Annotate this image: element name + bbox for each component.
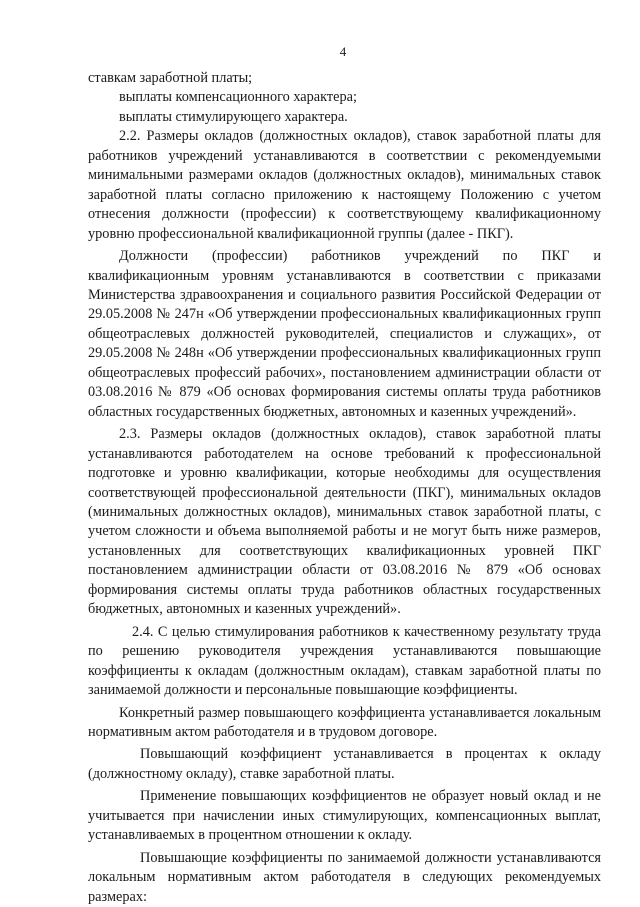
paragraph-2-2: 2.2. Размеры окладов (должностных окладов), ставок заработной платы для работников учреждений устанавливаются в соответствии с рекомендуемыми минимальными размерами окладов (должностных окладов), минимальных ставок заработной платы согласно приложению к настоящему Положению с учетом отнесения должности (профессии) к соответствующему квалификационному уровню профессиональной квалификационной группы (далее - ПКГ). [88, 128, 601, 242]
paragraph-2-4: 2.4. С целью стимулирования работников к качественному результату труда по решению руководителя учреждения устанавливаются повышающие коэффициенты к окладам (должностным окладам), ставкам заработной платы по занимаемой должности и персональные повышающие коэффициенты. [88, 623, 601, 699]
paragraph-2-3: 2.3. Размеры окладов (должностных окладов), ставок заработной платы устанавливаются работодателем на основе требований к профессиональной подготовке и уровню квалификации, которые необходимы для осуществления соответствующей профессиональной деятельности (ПКГ), минимальных окладов (минимальных должностных окладов), минимальных ставок заработной платы, с учетом сложности и объема выполняемой работы и не могут быть ниже размеров, установленных для соответствующих квалификационных уровней ПКГ постановлением администрации области от 03.08.2016 № 879 «Об основах формирования системы оплаты труда работников областных государственных бюджетных, автономных и казенных учреждений». [88, 426, 601, 618]
paragraph-recommended-sizes: Повышающие коэффициенты по занимаемой должности устанавливаются локальным нормативным актом работодателя в следующих рекомендуемых размерах: [88, 849, 601, 905]
paragraph-wage-rates: ставкам заработной платы; [88, 70, 253, 86]
paragraph-specific-coefficient: Конкретный размер повышающего коэффициента устанавливается локальным нормативным актом работодателя и в трудовом договоре. [88, 704, 601, 740]
paragraph-incentive-payments: выплаты стимулирующего характера. [119, 108, 348, 125]
paragraph-compensation-payments: выплаты компенсационного характера; [119, 89, 357, 106]
document-page [88, 0, 601, 905]
paragraph-positions-pkg: Должности (профессии) работников учреждений по ПКГ и квалификационным уровням устанавливаются в соответствии с приказами Министерства здравоохранения и социального развития Российской Федерации от 29.05.2008 № 247н «Об утверждении профессиональных квалификационных групп общеотраслевых должностей руководителей, специалистов и служащих», от 29.05.2008 № 248н «Об утверждении профессиональных квалификационных групп общеотраслевых профессий рабочих», постановлением администрации области от 03.08.2016 № 879 «Об основах формирования системы оплаты труда работников областных государственных бюджетных, автономных и казенных учреждений». [88, 248, 601, 420]
page-number: 4 [339, 44, 347, 59]
paragraph-coefficient-percent: Повышающий коэффициент устанавливается в процентах к окладу (должностному окладу), ставке заработной платы. [88, 746, 601, 782]
document-body [88, 69, 601, 907]
paragraph-coefficient-application: Применение повышающих коэффициентов не образует новый оклад и не учитывается при начислении иных стимулирующих, компенсационных выплат, устанавливаемых в процентном отношении к окладу. [88, 788, 601, 844]
